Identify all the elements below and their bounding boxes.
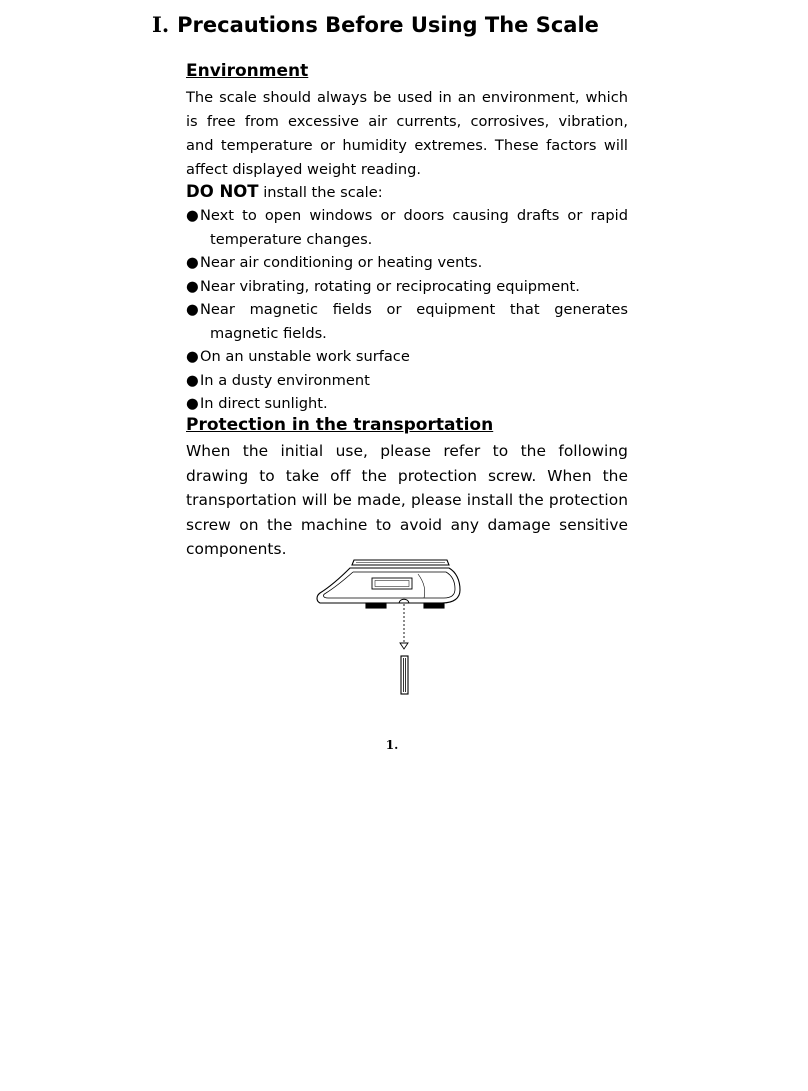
bullet-icon: ● [186,395,199,412]
bullet-icon: ● [186,371,199,389]
list-item-text: On an unstable work surface [200,348,410,365]
list-item-text: Near magnetic fields or equipment that generates magnetic fields. [200,301,628,342]
do-not-text: install the scale: [258,184,383,201]
page-number: 1. [385,738,399,752]
list-item-text: In a dusty environment [200,371,370,389]
bullet-icon: ● [186,207,199,224]
list-item [186,345,628,369]
list-item [186,392,628,416]
scale-foot [366,603,386,608]
list-item-text: Near vibrating, rotating or reciprocating equipment. [200,277,580,295]
do-not-emphasis: DO NOT [186,182,259,201]
section-numeral: Ⅰ. [152,12,170,37]
transportation-paragraph: When the initial use, please refer to the following drawing to take off the protection screw. When the transportation will be made, please install the protection screw on the machine to avoid any damage sensitive components. [186,442,628,558]
environment-heading: Environment [186,61,309,81]
scale-screw-diagram [314,552,464,698]
do-not-line [186,180,628,205]
transportation-heading: Protection in the transportation [186,415,494,435]
page-title [152,12,599,37]
environment-paragraph: The scale should always be used in an environment, which is free from excessive air currents, corrosives, vibration, and temperature or humidity extremes. These factors will affect displayed weight reading. [186,89,628,178]
section-title: Precautions Before Using The Scale [177,13,599,37]
list-item-text: Next to open windows or doors causing drafts or rapid temperature changes. [200,207,628,248]
list-item-text: In direct sunlight. [200,395,328,412]
list-item [186,251,628,275]
list-item [186,369,628,393]
bullet-icon: ● [186,254,199,271]
list-item-text: Near air conditioning or heating vents. [200,254,483,271]
scale-foot [424,603,444,608]
list-item [186,298,628,345]
bullet-icon: ● [186,301,199,318]
list-item [186,204,628,251]
bullet-icon: ● [186,277,199,295]
list-item [186,275,628,299]
protection-screw [401,656,408,694]
precaution-list [186,204,628,416]
bullet-icon: ● [186,348,199,365]
arrow-down-icon [400,643,408,649]
